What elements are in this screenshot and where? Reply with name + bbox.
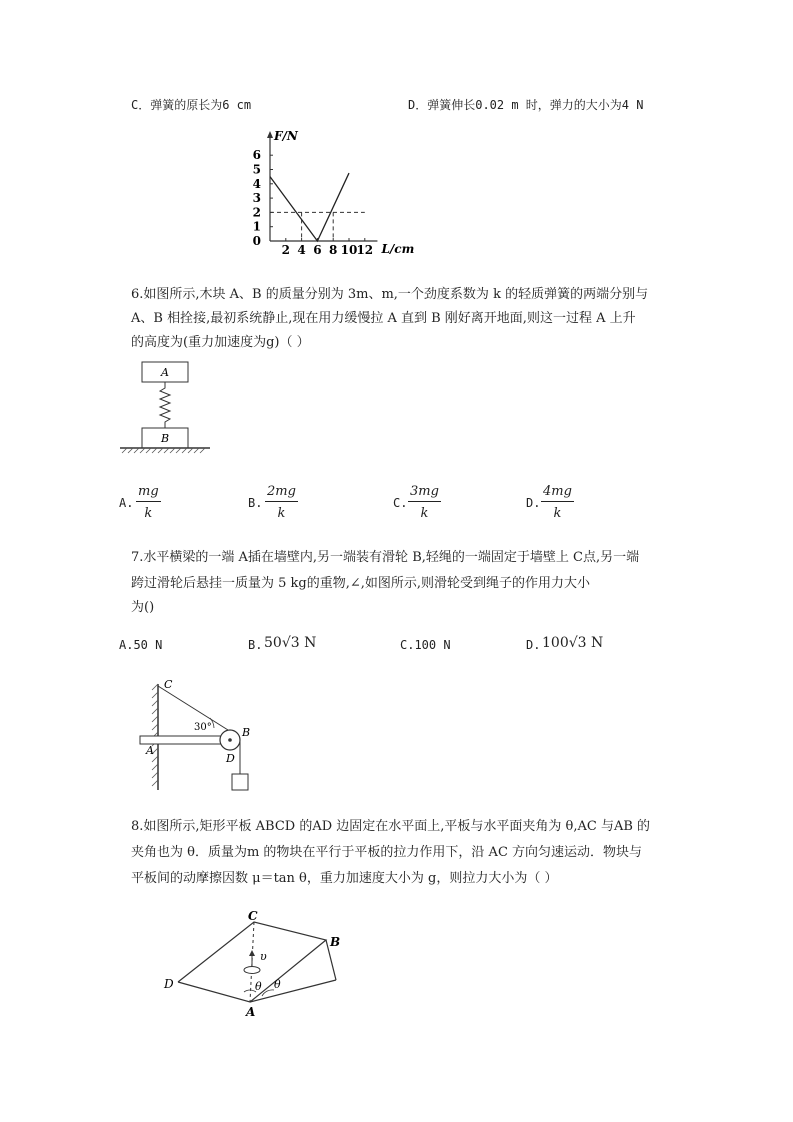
q6-option-a-num: mg [136, 484, 161, 502]
x-tick-label: 12 [356, 243, 374, 257]
y-tick-label: 1 [252, 219, 261, 234]
x-axis-label: L/cm [381, 242, 415, 256]
y-tick-label: 2 [252, 205, 261, 220]
q8-line-2: 夹角也为 θ．质量为m 的物块在平行于平板的拉力作用下，沿 AC 方向匀速运动．物块与 [131, 845, 643, 860]
point-c-label: C [164, 678, 173, 691]
q6-option-c-den: k [420, 506, 429, 521]
hanging-weight [232, 774, 248, 790]
y-tick-label: 0 [252, 234, 261, 248]
inclined-board-figure [158, 904, 358, 1022]
q6-option-c-num: 3mg [408, 484, 441, 502]
point-d-label: D [226, 752, 235, 765]
velocity-arrowhead [249, 950, 255, 956]
small-block [244, 967, 260, 974]
x-tick-label: 2 [281, 243, 290, 257]
point-b-label: B [242, 726, 251, 739]
y-tick-label: 5 [252, 162, 261, 177]
y-tick-label: 4 [252, 176, 261, 191]
block-b-label: B [160, 432, 170, 445]
point-b-label-q8: B [330, 935, 341, 949]
q7-option-c: C.100 N [400, 638, 451, 652]
theta-label-2: θ [274, 978, 281, 991]
theta-label-1: θ [255, 980, 262, 993]
spring-coil [160, 382, 170, 428]
q7-line-1: 7.水平横梁的一端 A插在墙壁内,另一端装有滑轮 B,轻绳的一端固定于墙壁上 C点,另一端 [131, 550, 640, 565]
q6-option-b-fraction [265, 484, 298, 521]
wall-hatch [152, 684, 158, 786]
block-a-label: A [161, 366, 169, 379]
q6-option-b-den: k [277, 506, 286, 521]
q6-option-d-num: 4mg [541, 484, 574, 502]
q6-option-c-fraction [408, 484, 441, 521]
force-length-line [270, 173, 349, 241]
x-tick-label: 6 [313, 243, 322, 257]
pulley-beam-figure [138, 674, 268, 796]
x-tick-label: 8 [329, 243, 338, 257]
q6-option-b-num: 2mg [265, 484, 298, 502]
force-length-chart [240, 124, 470, 260]
q6-line-2: A、B 相拴接,最初系统静止,现在用力缓慢拉 A 直到 B 刚好离开地面,则这一过程 A 上升 [131, 311, 636, 326]
y-axis-arrowhead [267, 131, 273, 138]
horizontal-beam [140, 736, 226, 744]
q6-option-d-letter: D. [526, 496, 541, 510]
q7-option-b-letter: B. [248, 638, 263, 652]
q7-option-d-letter: D. [526, 638, 541, 652]
velocity-label: υ [260, 950, 267, 963]
angle-label: 30° [194, 722, 212, 733]
y-tick-label: 6 [252, 148, 261, 163]
q7-line-3: 为() [131, 600, 155, 615]
y-axis-label: F/N [274, 129, 298, 143]
spring-blocks-figure [118, 360, 218, 456]
q6-line-3: 的高度为(重力加速度为g)（ ） [131, 335, 310, 350]
point-a-label-q8: A [246, 1005, 256, 1019]
q6-option-a-fraction [136, 484, 161, 521]
q5-option-c: C．弹簧的原长为6 cm [131, 98, 252, 112]
q6-option-b-letter: B. [248, 496, 263, 510]
q7-line-2: 跨过滑轮后悬挂一质量为 5 kg的重物,∠,如图所示,则滑轮受到绳子的作用力大小 [131, 576, 591, 591]
point-d-label-q8: D [164, 977, 174, 991]
y-tick-label: 3 [252, 191, 261, 206]
q7-option-b-value: 50√3 N [264, 635, 317, 651]
q6-option-c-letter: C. [393, 496, 408, 510]
q7-option-a: A.50 N [119, 638, 163, 652]
q6-option-a-letter: A. [119, 496, 134, 510]
q6-option-d-fraction [541, 484, 574, 521]
q7-option-d-value: 100√3 N [542, 635, 604, 651]
x-tick-label: 4 [297, 243, 306, 257]
q8-line-1: 8.如图所示,矩形平板 ABCD 的AD 边固定在水平面上,平板与水平面夹角为 θ,AC 与AB 的 [131, 819, 651, 834]
q8-line-3: 平板间的动摩擦因数 μ＝tan θ，重力加速度大小为 g，则拉力大小为（ ） [131, 871, 558, 886]
point-c-label-q8: C [248, 909, 258, 923]
q6-option-a-den: k [144, 506, 153, 521]
x-tick-label: 10 [340, 243, 358, 257]
q6-option-d-den: k [553, 506, 562, 521]
rope-to-wall [158, 686, 228, 730]
pulley-axle [228, 738, 232, 742]
q6-line-1: 6.如图所示,木块 A、B 的质量分别为 3m、m,一个劲度系数为 k 的轻质弹簧的两端分别与 [131, 287, 649, 302]
q5-option-d: D．弹簧伸长0.02 m 时，弹力的大小为4 N [408, 98, 644, 112]
point-a-label: A [146, 744, 154, 757]
